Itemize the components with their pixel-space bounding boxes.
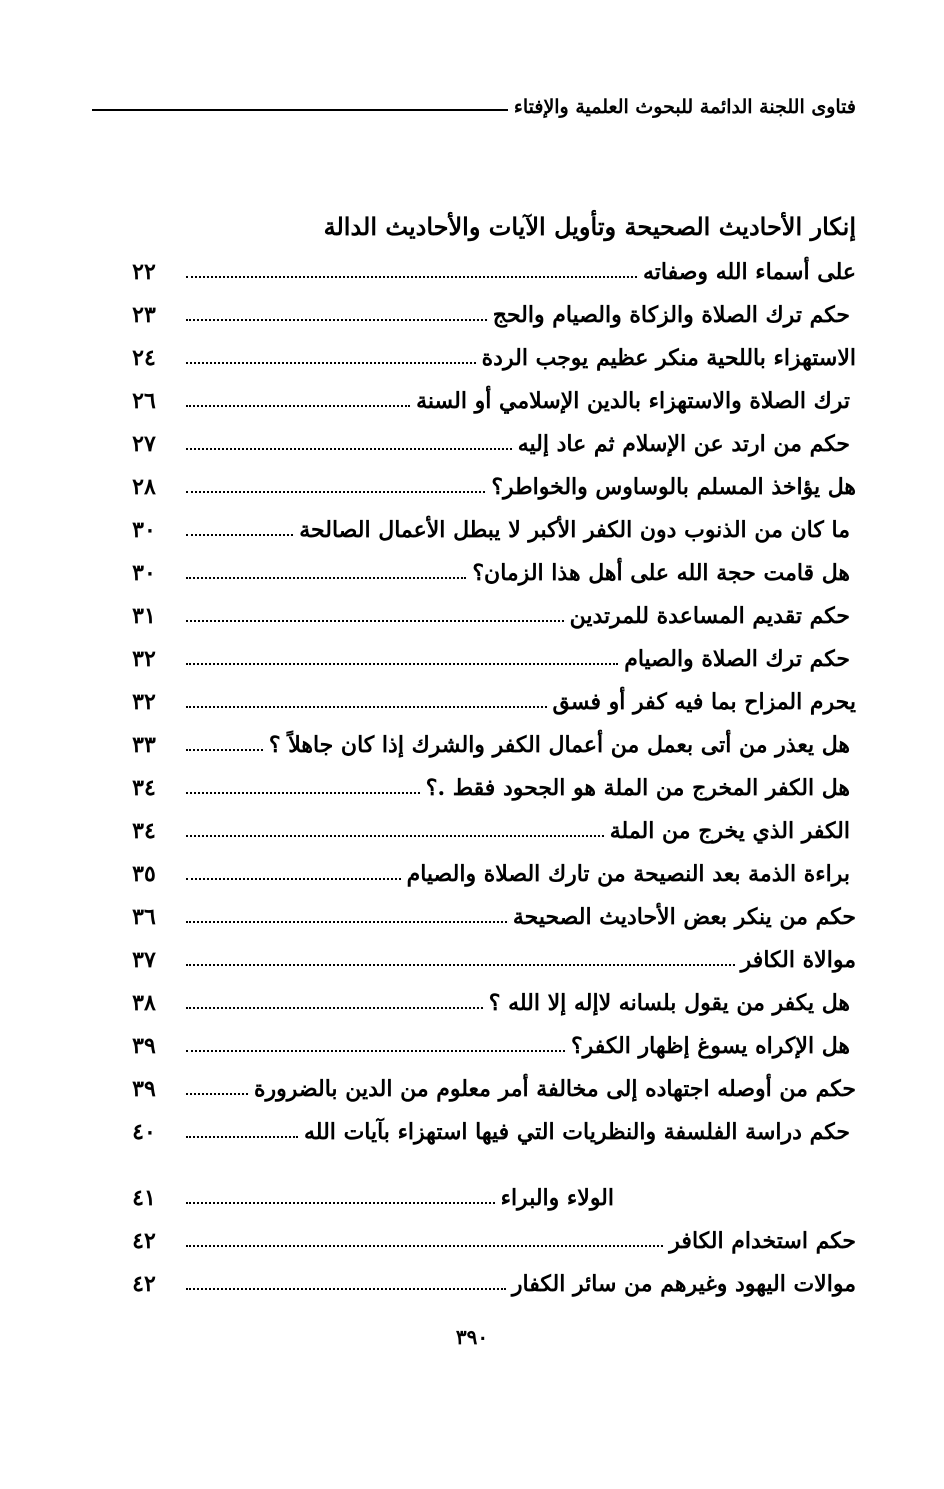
toc-row[interactable] (110, 510, 850, 550)
toc-page-number: ٣٤ (132, 775, 156, 801)
intro-line: إنكار الأحاديث الصحيحة وتأويل الآيات والأحاديث الدالة (323, 212, 856, 241)
toc-row[interactable] (110, 854, 850, 894)
dot-leader (186, 1007, 483, 1009)
dot-leader (186, 362, 476, 364)
toc-entry-title: على أسماء الله وصفاته (643, 259, 856, 285)
dot-leader (186, 706, 547, 708)
toc-row[interactable] (110, 1264, 856, 1304)
toc-entry-title: موالاة الكافر (740, 947, 856, 973)
toc-row[interactable] (110, 553, 850, 593)
toc-page-number: ٢٣ (132, 302, 156, 328)
dot-leader (186, 663, 618, 665)
toc-row[interactable] (110, 381, 850, 421)
dot-leader (186, 1288, 506, 1290)
toc-entry-title: حكم من ينكر بعض الأحاديث الصحيحة (512, 904, 856, 930)
dot-leader (186, 1245, 663, 1247)
toc-row[interactable] (110, 596, 850, 636)
toc-entry-title: حكم من أوصله اجتهاده إلى مخالفة أمر معلوم من الدين بالضرورة (254, 1076, 856, 1102)
toc-entry-title: حكم ترك الصلاة والزكاة والصيام والحج (492, 302, 850, 328)
toc-page-number: ٤٠ (132, 1119, 156, 1145)
toc-entry-title: حكم من ارتد عن الإسلام ثم عاد إليه (517, 431, 850, 457)
dot-leader (186, 878, 401, 880)
toc-entry-title: حكم تقديم المساعدة للمرتدين (569, 603, 850, 629)
toc-row[interactable] (110, 639, 850, 679)
page-number-footer: ٣٩٠ (455, 1325, 489, 1349)
dot-leader (186, 448, 512, 450)
toc-page-number: ٢٦ (132, 388, 156, 414)
dot-leader (186, 792, 420, 794)
toc-row[interactable] (110, 1112, 850, 1152)
toc-row[interactable] (110, 983, 850, 1023)
toc-row[interactable] (110, 295, 850, 335)
dot-leader (186, 319, 487, 321)
dot-leader (186, 1202, 495, 1204)
toc-entry-title: هل الكفر المخرج من الملة هو الجحود فقط .؟ (425, 775, 850, 801)
dot-leader (186, 749, 263, 751)
toc-page-number: ٣١ (132, 603, 156, 629)
toc-row[interactable] (110, 811, 850, 851)
dot-leader (186, 835, 604, 837)
toc-page-number: ٣٩ (132, 1033, 156, 1059)
toc-entry-title: حكم دراسة الفلسفة والنظريات التي فيها استهزاء بآيات الله (304, 1119, 850, 1145)
toc-row[interactable] (110, 1221, 856, 1261)
toc-page-number: ٢٤ (132, 345, 156, 371)
dot-leader (186, 964, 735, 966)
toc-page-number: ٢٢ (132, 259, 156, 285)
toc-page-number: ٣٢ (132, 689, 156, 715)
dot-leader (186, 921, 507, 923)
toc-page-number: ٢٨ (132, 474, 156, 500)
toc-entry-title: هل يؤاخذ المسلم بالوساوس والخواطر؟ (491, 474, 856, 500)
toc-row[interactable] (110, 940, 856, 980)
dot-leader (186, 1136, 298, 1138)
toc-entry-title: هل الإكراه يسوغ إظهار الكفر؟ (570, 1033, 850, 1059)
toc-page-number: ٣٠ (132, 517, 156, 543)
toc-page-number: ٣٥ (132, 861, 156, 887)
toc-page-number: ٣٣ (132, 732, 156, 758)
toc-page-number: ٤٢ (132, 1228, 156, 1254)
toc-row[interactable] (110, 467, 856, 507)
header-rule (92, 109, 508, 111)
toc-row[interactable] (110, 682, 856, 722)
toc-page-number: ٣٢ (132, 646, 156, 672)
toc-entry-title: يحرم المزاح بما فيه كفر أو فسق (552, 689, 856, 715)
toc-entry-title: حكم ترك الصلاة والصيام (624, 646, 850, 672)
dot-leader (186, 577, 466, 579)
toc-entry-title: ترك الصلاة والاستهزاء بالدين الإسلامي أو السنة (416, 388, 850, 414)
toc-entry-title: حكم استخدام الكافر (669, 1228, 856, 1254)
header-title: فتاوى اللجنة الدائمة للبحوث العلمية والإفتاء (513, 96, 856, 118)
toc-page-number: ٣٠ (132, 560, 156, 586)
dot-leader (186, 534, 293, 536)
toc-row[interactable] (110, 897, 856, 937)
toc-entry-title: هل قامت حجة الله على أهل هذا الزمان؟ (472, 560, 850, 586)
toc-row[interactable] (110, 252, 856, 292)
toc-page-number: ٣٨ (132, 990, 156, 1016)
toc-page-number: ٣٤ (132, 818, 156, 844)
toc-row[interactable] (110, 338, 856, 378)
dot-leader (186, 620, 564, 622)
toc-row[interactable] (110, 1069, 856, 1109)
toc-entry-title: هل يعذر من أتى بعمل من أعمال الكفر والشرك إذا كان جاهلاً ؟ (268, 732, 850, 758)
toc-entry-title: ما كان من الذنوب دون الكفر الأكبر لا يبطل الأعمال الصالحة (299, 517, 850, 543)
toc-page-number: ٤١ (132, 1185, 156, 1211)
dot-leader (186, 1050, 565, 1052)
running-header (92, 92, 856, 122)
toc-row[interactable] (110, 424, 850, 464)
toc-page-number: ٢٧ (132, 431, 156, 457)
toc-page-number: ٣٩ (132, 1076, 156, 1102)
dot-leader (186, 491, 485, 493)
toc-entry-title: الاستهزاء باللحية منكر عظيم يوجب الردة (481, 345, 856, 371)
toc-row[interactable] (110, 1026, 850, 1066)
section-heading: الولاء والبراء (500, 1185, 614, 1211)
toc-entry-title: الكفر الذي يخرج من الملة (609, 818, 850, 844)
toc-page-number: ٤٢ (132, 1271, 156, 1297)
toc-page-number: ٣٧ (132, 947, 156, 973)
dot-leader (186, 1093, 248, 1095)
toc-entry-title: موالات اليهود وغيرهم من سائر الكفار (511, 1271, 856, 1297)
toc-row[interactable] (110, 725, 850, 765)
toc-page-number: ٣٦ (132, 904, 156, 930)
toc-section-row[interactable] (110, 1178, 614, 1218)
dot-leader (186, 276, 637, 278)
toc-entry-title: هل يكفر من يقول بلسانه لاإله إلا الله ؟ (488, 990, 850, 1016)
toc-row[interactable] (110, 768, 850, 808)
toc-entry-title: براءة الذمة بعد النصيحة من تارك الصلاة والصيام (406, 861, 850, 887)
dot-leader (186, 405, 410, 407)
